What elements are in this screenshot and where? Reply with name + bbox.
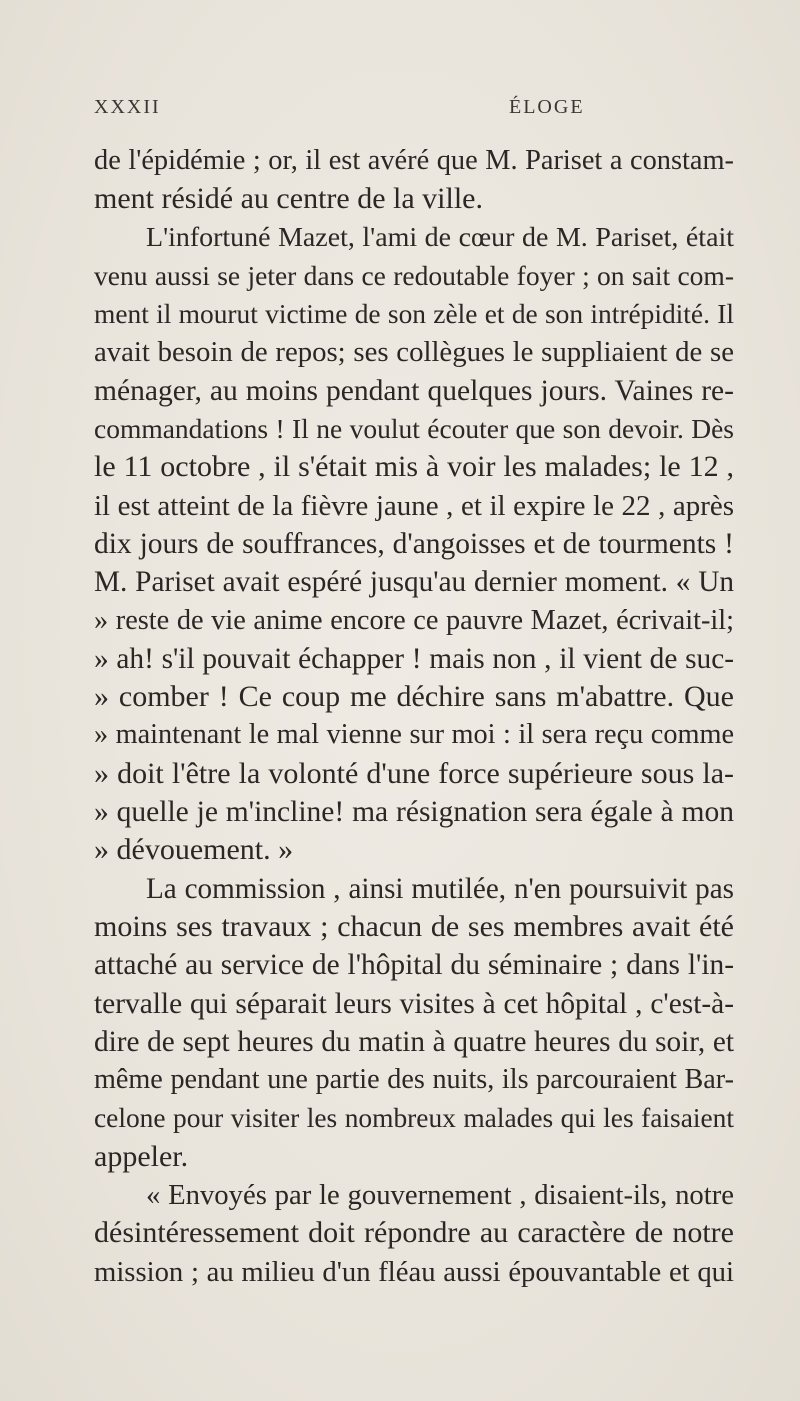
text-line: « Envoyés par le gouvernement , disaient-ils, notre <box>146 1179 734 1212</box>
text-line: » dévouement. » <box>94 833 294 867</box>
text-line: moins ses travaux ; chacun de ses membres avait été <box>94 909 734 943</box>
text-line: appeler. <box>94 1139 189 1173</box>
text-line: venu aussi se jeter dans ce redoutable foyer ; on sait com- <box>94 259 734 291</box>
text-line: ment il mourut victime de son zèle et de son intrépidité. Il <box>94 299 734 330</box>
text-line: dix jours de souffrances, d'angoisses et de tourments ! <box>94 527 734 560</box>
text-line: M. Pariset avait espéré jusqu'au dernier moment. « Un <box>94 566 734 599</box>
text-line: » reste de vie anime encore ce pauvre Mazet, écrivait-il; <box>94 604 734 636</box>
text-line: mission ; au milieu d'un fléau aussi épouvantable et qui <box>94 1255 734 1288</box>
text-line: commandations ! Il ne voulut écouter que son devoir. Dès <box>94 414 734 445</box>
text-line: ménager, au moins pendant quelques jours. Vaines re- <box>94 374 734 407</box>
text-line: désintéressement doit répondre au caractère de notre <box>94 1216 734 1250</box>
text-line: celone pour visiter les nombreux malades qui les faisaient <box>94 1103 734 1134</box>
text-line: même pendant une partie des nuits, ils parcouraient Bar- <box>94 1064 734 1096</box>
page-number: XXXII <box>94 96 161 118</box>
text-line: » doit l'être la volonté d'une force supérieure sous la- <box>94 756 734 790</box>
text-line: » maintenant le mal vienne sur moi : il sera reçu comme <box>94 719 734 751</box>
text-line: » quelle je m'incline! ma résignation sera égale à mon <box>94 796 734 829</box>
text-line: attaché au service de l'hôpital du séminaire ; dans l'in- <box>94 949 734 982</box>
text-line: L'infortuné Mazet, l'ami de cœur de M. Pariset, était <box>146 221 734 253</box>
text-line: ment résidé au centre de la ville. <box>94 182 483 216</box>
body-text <box>94 142 734 1291</box>
running-title: ÉLOGE <box>509 96 585 118</box>
text-line: » comber ! Ce coup me déchire sans m'abattre. Que <box>94 680 734 714</box>
text-line: » ah! s'il pouvait échapper ! mais non , il vient de suc- <box>94 642 734 675</box>
text-line: avait besoin de repos; ses collègues le suppliaient de se <box>94 336 734 369</box>
text-line: La commission , ainsi mutilée, n'en poursuivit pas <box>146 872 734 905</box>
text-line: le 11 octobre , il s'était mis à voir les malades; le 12 , <box>94 450 734 484</box>
text-line: dire de sept heures du matin à quatre heures du soir, et <box>94 1025 734 1058</box>
text-line: de l'épidémie ; or, il est avéré que M. Pariset a constam- <box>94 145 734 176</box>
running-head <box>94 96 734 126</box>
text-line: il est atteint de la fièvre jaune , et il expire le 22 , après <box>94 489 734 522</box>
text-line: tervalle qui séparait leurs visites à cet hôpital , c'est-à- <box>94 987 734 1020</box>
